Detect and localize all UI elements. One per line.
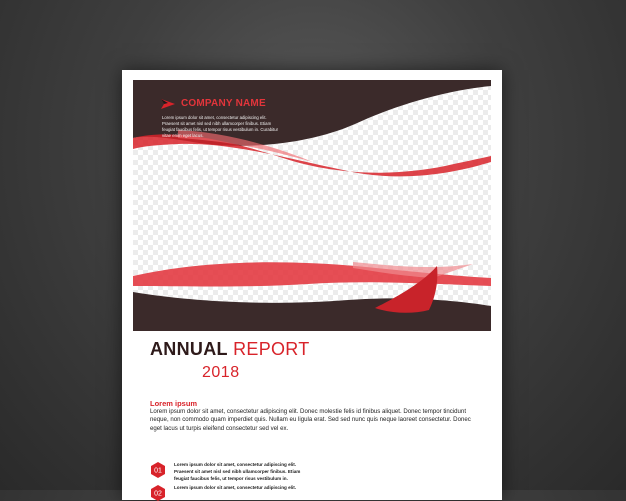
list-number: 02 xyxy=(154,490,162,498)
list-item-text: Lorem ipsum dolor sit amet, consectetur adipiscing elit. xyxy=(174,485,297,490)
title-report: REPORT xyxy=(227,339,310,359)
company-description: Lorem ipsum dolor sit amet, consectetur adipiscing elit. Praesent sit amet nisl sed nibh ullamcorper finibus. Etiam feugiat faucibus felis, ut tempor risus vestibulum in. Curabitur vitae enim eget lacus. xyxy=(162,115,279,138)
list-item xyxy=(150,462,314,482)
list-number: 01 xyxy=(154,467,162,475)
section-body: Lorem ipsum dolor sit amet, consectetur adipiscing elit. Donec molestie felis id finibus aliquet. Donec tempor tincidunt neque, non commodo quam imperdiet quis. Nullam eu ligula erat. Sed sed nunc quis neque laoreet consectetur. Donec eget lacus ut turpis eleifend consectetur sed vel ex. xyxy=(150,408,471,432)
hexagon-number-badge xyxy=(150,485,166,501)
arrow-flag-icon xyxy=(161,99,175,109)
section-heading: Lorem ipsum xyxy=(150,399,198,408)
report-year: 2018 xyxy=(202,364,240,381)
company-name: COMPANY NAME xyxy=(181,98,266,109)
annual-report-page xyxy=(122,70,502,500)
title-annual: ANNUAL xyxy=(150,339,228,359)
list-item xyxy=(150,485,314,501)
list-item-text: Lorem ipsum dolor sit amet, consectetur adipiscing elit. Praesent sit amet nisl sed nibh ullamcorper finibus. Etiam feugiat faucibus felis, ut tempor risus vestibulum in. xyxy=(174,462,301,481)
cover-banner xyxy=(133,80,491,331)
report-title xyxy=(150,339,310,359)
brand-header xyxy=(161,98,266,109)
hexagon-number-badge xyxy=(150,462,166,478)
